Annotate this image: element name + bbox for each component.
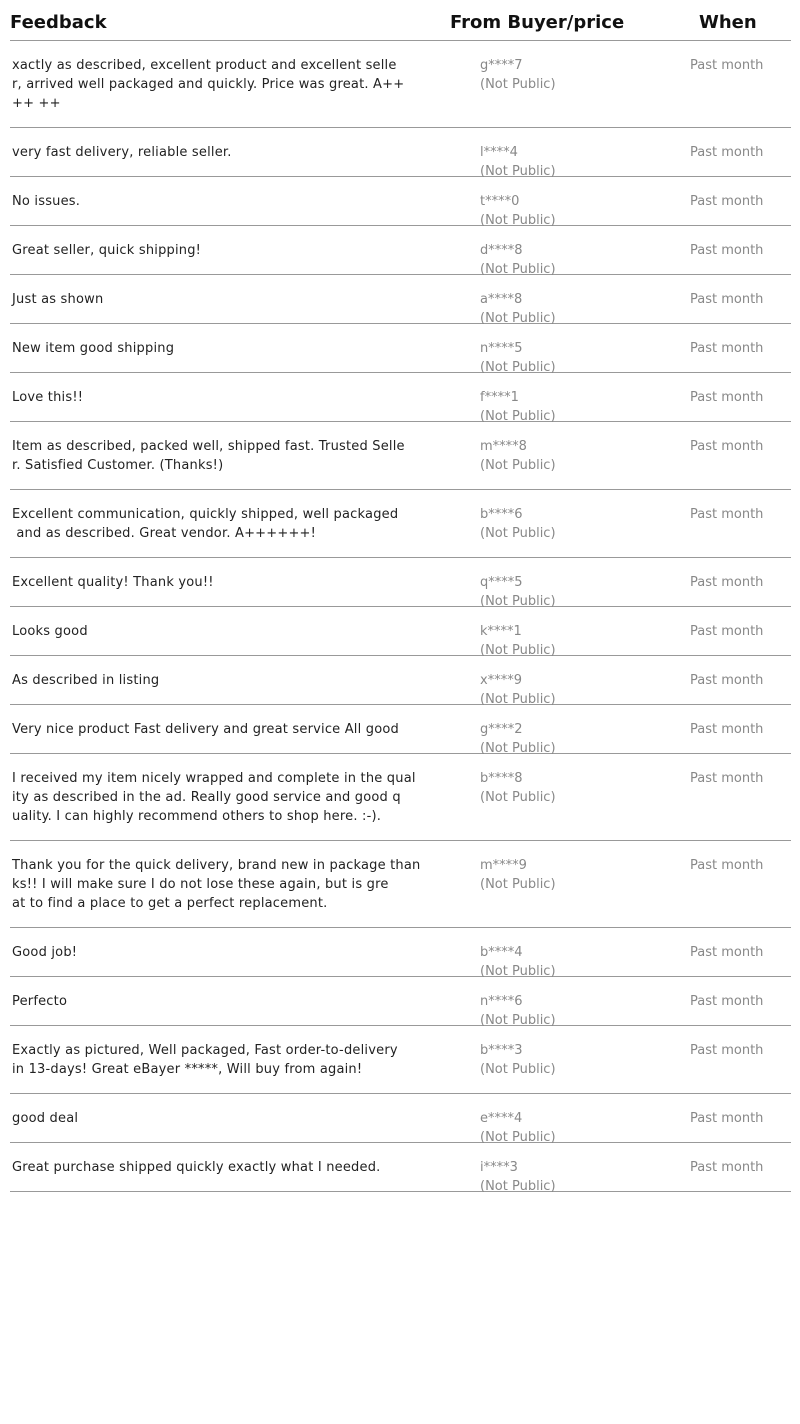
- price-privacy-note: (Not Public): [480, 360, 556, 375]
- buyer-id: b****6: [480, 507, 523, 522]
- feedback-text: Just as shown: [12, 292, 104, 307]
- feedback-date: Past month: [690, 341, 764, 356]
- buyer-id: m****9: [480, 858, 527, 873]
- buyer-id: b****3: [480, 1043, 523, 1058]
- buyer-info: [480, 437, 556, 475]
- table-row: [10, 841, 791, 928]
- buyer-info: [480, 290, 556, 328]
- price-privacy-note: (Not Public): [480, 594, 556, 609]
- feedback-date: Past month: [690, 575, 764, 590]
- buyer-id: l****4: [480, 145, 518, 160]
- table-row: [10, 177, 791, 226]
- buyer-info: [480, 943, 556, 981]
- feedback-date: Past month: [690, 390, 764, 405]
- price-privacy-note: (Not Public): [480, 262, 556, 277]
- feedback-date: Past month: [690, 439, 764, 454]
- price-privacy-note: (Not Public): [480, 1179, 556, 1194]
- feedback-date: Past month: [690, 1043, 764, 1058]
- feedback-text: Exactly as pictured, Well packaged, Fast order-to-delivery in 13-days! Great eBayer *****, Will buy from again!: [12, 1043, 398, 1077]
- when-column-header: When: [699, 12, 757, 33]
- price-privacy-note: (Not Public): [480, 877, 556, 892]
- feedback-date: Past month: [690, 722, 764, 737]
- buyer-info: [480, 856, 556, 894]
- buyer-info: [480, 622, 556, 660]
- feedback-text: No issues.: [12, 194, 81, 209]
- table-row: [10, 490, 791, 558]
- price-privacy-note: (Not Public): [480, 164, 556, 179]
- buyer-info: [480, 1041, 556, 1079]
- feedback-text: xactly as described, excellent product and excellent selle r, arrived well packaged and quickly. Price was great. A++ ++ ++: [12, 58, 405, 111]
- buyer-column-header: From Buyer/price: [450, 12, 625, 33]
- buyer-id: i****3: [480, 1160, 518, 1175]
- feedback-date: Past month: [690, 673, 764, 688]
- feedback-text: New item good shipping: [12, 341, 175, 356]
- buyer-info: [480, 241, 556, 279]
- price-privacy-note: (Not Public): [480, 77, 556, 92]
- price-privacy-note: (Not Public): [480, 964, 556, 979]
- buyer-id: t****0: [480, 194, 520, 209]
- buyer-info: [480, 992, 556, 1030]
- buyer-id: f****1: [480, 390, 519, 405]
- price-privacy-note: (Not Public): [480, 526, 556, 541]
- table-row: [10, 275, 791, 324]
- buyer-id: e****4: [480, 1111, 523, 1126]
- table-row: [10, 41, 791, 128]
- buyer-info: [480, 505, 556, 543]
- buyer-info: [480, 192, 556, 230]
- table-row: [10, 705, 791, 754]
- feedback-date: Past month: [690, 1160, 764, 1175]
- feedback-text: I received my item nicely wrapped and complete in the qual ity as described in the ad. Really good service and good q uality. I can highly recommend others to shop here. :-).: [12, 771, 416, 824]
- feedback-text: Love this!!: [12, 390, 84, 405]
- table-row: [10, 1026, 791, 1094]
- table-row: [10, 1143, 791, 1192]
- table-row: [10, 373, 791, 422]
- price-privacy-note: (Not Public): [480, 1013, 556, 1028]
- feedback-text: Very nice product Fast delivery and great service All good: [12, 722, 399, 737]
- feedback-date: Past month: [690, 624, 764, 639]
- table-row: [10, 928, 791, 977]
- buyer-info: [480, 388, 556, 426]
- table-row: [10, 422, 791, 490]
- buyer-info: [480, 671, 556, 709]
- feedback-text: As described in listing: [12, 673, 160, 688]
- table-row: [10, 1094, 791, 1143]
- feedback-date: Past month: [690, 945, 764, 960]
- price-privacy-note: (Not Public): [480, 1062, 556, 1077]
- table-row: [10, 656, 791, 705]
- price-privacy-note: (Not Public): [480, 458, 556, 473]
- buyer-info: [480, 56, 556, 94]
- feedback-text: Great seller, quick shipping!: [12, 243, 202, 258]
- price-privacy-note: (Not Public): [480, 409, 556, 424]
- price-privacy-note: (Not Public): [480, 1130, 556, 1145]
- buyer-id: d****8: [480, 243, 523, 258]
- feedback-date: Past month: [690, 994, 764, 1009]
- buyer-id: g****2: [480, 722, 523, 737]
- buyer-info: [480, 1158, 556, 1196]
- buyer-id: n****5: [480, 341, 523, 356]
- table-row: [10, 754, 791, 841]
- feedback-date: Past month: [690, 507, 764, 522]
- feedback-date: Past month: [690, 145, 764, 160]
- buyer-id: b****4: [480, 945, 523, 960]
- price-privacy-note: (Not Public): [480, 741, 556, 756]
- buyer-id: b****8: [480, 771, 523, 786]
- feedback-date: Past month: [690, 58, 764, 73]
- buyer-info: [480, 720, 556, 758]
- buyer-info: [480, 573, 556, 611]
- feedback-date: Past month: [690, 292, 764, 307]
- feedback-text: good deal: [12, 1111, 79, 1126]
- buyer-id: a****8: [480, 292, 523, 307]
- price-privacy-note: (Not Public): [480, 311, 556, 326]
- table-header: [10, 0, 791, 41]
- feedback-text: Looks good: [12, 624, 88, 639]
- buyer-info: [480, 339, 556, 377]
- feedback-text: very fast delivery, reliable seller.: [12, 145, 232, 160]
- feedback-date: Past month: [690, 194, 764, 209]
- feedback-date: Past month: [690, 243, 764, 258]
- table-row: [10, 128, 791, 177]
- buyer-info: [480, 1109, 556, 1147]
- feedback-date: Past month: [690, 1111, 764, 1126]
- table-row: [10, 226, 791, 275]
- feedback-text: Excellent quality! Thank you!!: [12, 575, 214, 590]
- feedback-text: Great purchase shipped quickly exactly what I needed.: [12, 1160, 381, 1175]
- buyer-id: n****6: [480, 994, 523, 1009]
- table-row: [10, 324, 791, 373]
- buyer-id: x****9: [480, 673, 522, 688]
- price-privacy-note: (Not Public): [480, 643, 556, 658]
- buyer-info: [480, 143, 556, 181]
- buyer-id: q****5: [480, 575, 523, 590]
- feedback-text: Thank you for the quick delivery, brand new in package than ks!! I will make sure I do not lose these again, but is gre at to find a place to get a perfect replacement.: [12, 858, 421, 911]
- table-row: [10, 977, 791, 1026]
- feedback-text: Good job!: [12, 945, 78, 960]
- feedback-date: Past month: [690, 771, 764, 786]
- table-row: [10, 607, 791, 656]
- price-privacy-note: (Not Public): [480, 790, 556, 805]
- buyer-id: g****7: [480, 58, 523, 73]
- price-privacy-note: (Not Public): [480, 692, 556, 707]
- feedback-column-header: Feedback: [10, 12, 107, 33]
- feedback-date: Past month: [690, 858, 764, 873]
- feedback-text: Item as described, packed well, shipped fast. Trusted Selle r. Satisfied Customer. (Thanks!): [12, 439, 405, 473]
- buyer-id: k****1: [480, 624, 522, 639]
- buyer-info: [480, 769, 556, 807]
- table-row: [10, 558, 791, 607]
- feedback-text: Perfecto: [12, 994, 68, 1009]
- buyer-id: m****8: [480, 439, 527, 454]
- price-privacy-note: (Not Public): [480, 213, 556, 228]
- feedback-text: Excellent communication, quickly shipped, well packaged and as described. Great vendor. A++++++!: [12, 507, 399, 541]
